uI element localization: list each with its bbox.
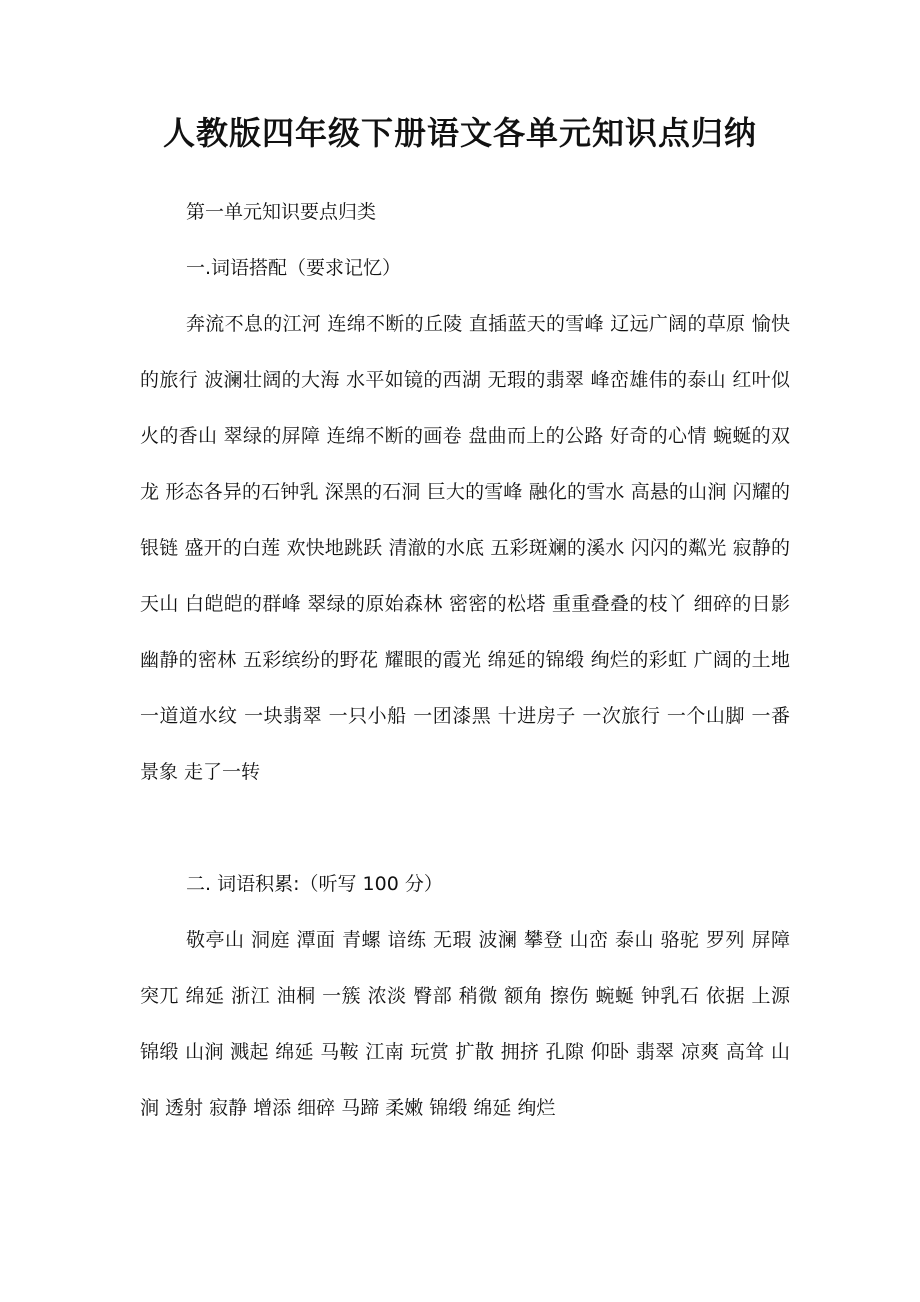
part1-heading: 一.词语搭配（要求记忆） — [186, 257, 402, 279]
part2-body: 敬亭山 洞庭 潭面 青螺 谙练 无瑕 波澜 攀登 山峦 泰山 骆驼 罗列 屏障 突兀 绵延 浙江 油桐 一簇 浓淡 臀部 稍微 额角 擦伤 蜿蜒 钟乳石 依据 上源 锦缎 山涧 溅起 绵延 马鞍 江南 玩赏 扩散 拥挤 孔隙 仰卧 翡翠 凉爽 高耸 山涧 透射 寂静 增添 细碎 马蹄 柔嫩 锦缎 绵延 绚烂 — [140, 929, 790, 1119]
part2-heading: 二. 词语积累:（听写 100 分） — [186, 873, 443, 895]
document-title: 人教版四年级下册语文各单元知识点归纳 — [162, 114, 757, 152]
part1-body: 奔流不息的江河 连绵不断的丘陵 直插蓝天的雪峰 辽远广阔的草原 愉快的旅行 波澜壮阔的大海 水平如镜的西湖 无瑕的翡翠 峰峦雄伟的泰山 红叶似火的香山 翠绿的屏障 连绵不断的画卷 盘曲而上的公路 好奇的心情 蜿蜒的双龙 形态各异的石钟乳 深黑的石洞 巨大的雪峰 融化的雪水 高悬的山涧 闪耀的银链 盛开的白莲 欢快地跳跃 清澈的水底 五彩斑斓的溪水 闪闪的粼光 寂静的天山 白皑皑的群峰 翠绿的原始森林 密密的松塔 重重叠叠的枝丫 细碎的日影 幽静的密林 五彩缤纷的野花 耀眼的霞光 绵延的锦缎 绚烂的彩虹 广阔的土地 一道道水纹 一块翡翠 一只小船 一团漆黑 十进房子 一次旅行 一个山脚 一番景象 走了一转 — [140, 313, 790, 783]
section-heading: 第一单元知识要点归类 — [186, 201, 377, 223]
